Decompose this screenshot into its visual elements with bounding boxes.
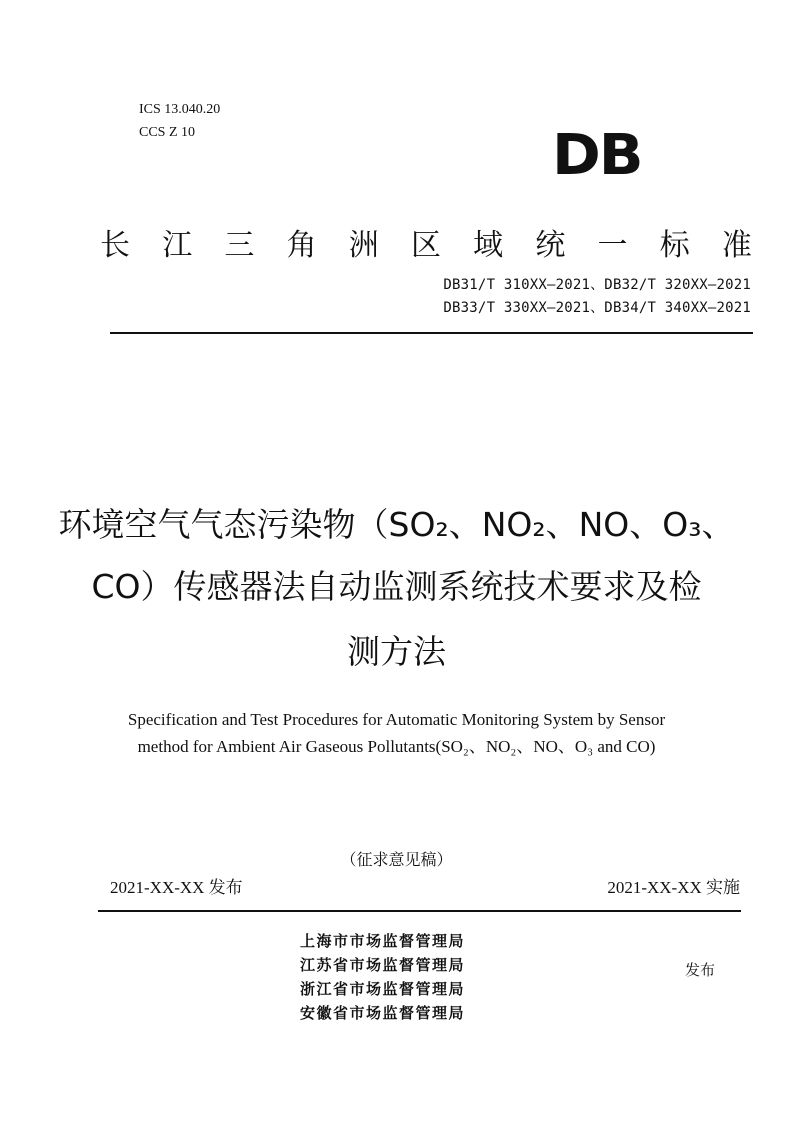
db-logo: DB: [552, 123, 642, 188]
standard-type-char: 三: [224, 228, 255, 263]
title-cn-line: 测方法: [347, 632, 446, 671]
standard-type-char: 洲: [348, 228, 379, 263]
implementation-date: 2021-XX-XX 实施: [607, 878, 740, 897]
ics-code: ICS 13.040.20: [139, 102, 221, 117]
standard-type-char: 区: [410, 228, 441, 263]
standard-type-char: 角: [286, 228, 317, 263]
standard-type: [100, 228, 752, 264]
standard-type-char: 准: [721, 228, 752, 263]
standard-number-line: DB33/T 330XX—2021、DB34/T 340XX—2021: [443, 300, 751, 316]
title-cn-line: 环境空气气态污染物（SO₂、NO₂、NO、O₃、: [58, 505, 735, 544]
top-divider: [110, 332, 753, 334]
standard-type-char: 长: [100, 228, 130, 263]
title-en-line: method for Ambient Air Gaseous Pollutants(SO₂、NO₂、NO、O₃ and CO): [137, 737, 656, 756]
issue-date: 2021-XX-XX 发布: [110, 878, 243, 897]
publish-label: 发布: [685, 961, 716, 979]
standard-type-char: 标: [659, 228, 690, 263]
draft-label: （征求意见稿）: [340, 852, 453, 869]
issuer: 江苏省市场监督管理局: [300, 956, 466, 974]
standard-type-char: 一: [597, 228, 628, 263]
issuer: 浙江省市场监督管理局: [300, 980, 466, 998]
standard-type-char: 域: [473, 228, 504, 263]
standard-number-line: DB31/T 310XX—2021、DB32/T 320XX—2021: [443, 277, 751, 293]
title-cn-line: CO）传感器法自动监测系统技术要求及检: [91, 567, 702, 606]
title-en-line: Specification and Test Procedures for Automatic Monitoring System by Sensor: [127, 710, 666, 729]
issuer: 安徽省市场监督管理局: [300, 1004, 466, 1022]
bottom-divider: [98, 910, 741, 912]
standard-type-char: 江: [162, 228, 193, 263]
standard-type-char: 统: [535, 228, 566, 263]
issuer: 上海市市场监督管理局: [300, 932, 466, 950]
ccs-code: CCS Z 10: [139, 125, 196, 140]
